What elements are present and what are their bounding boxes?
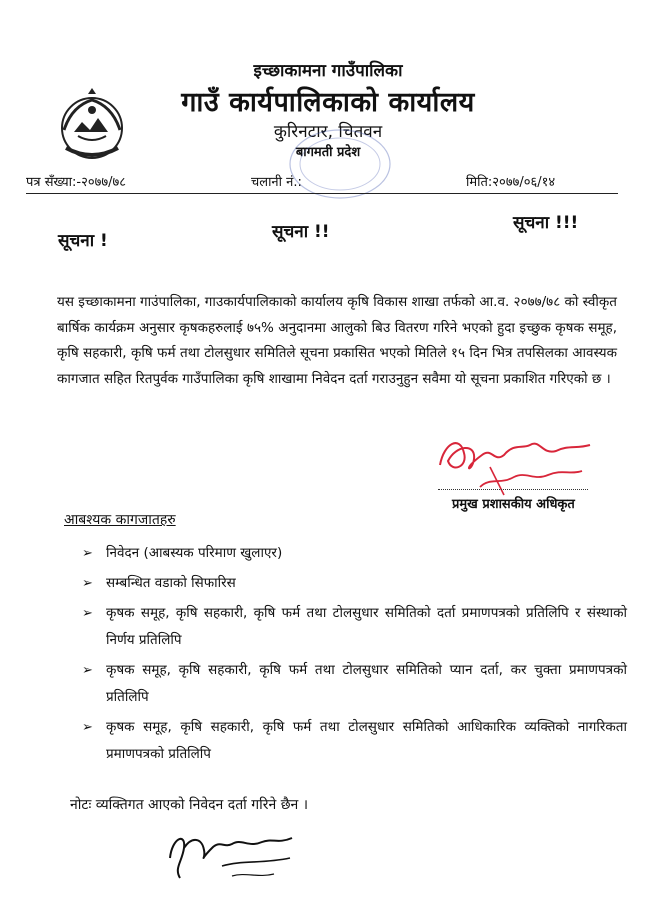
list-item: [82, 600, 627, 654]
office-address: कुरिनटार, चितवन: [273, 122, 383, 142]
officer-signature-icon: [430, 415, 610, 500]
signature-line: [438, 489, 588, 490]
notice-label-3: सूचना !!!: [513, 213, 579, 233]
list-item: [82, 714, 627, 768]
agriculture-officer-signature-icon: [162, 818, 312, 888]
notice-body: यस इच्छाकामना गाउंपालिका, गाउकार्यपालिकाको कार्यालय कृषि विकास शाखा तर्फको आ.व. २०७७/७८ को स्वीकृत बार्षिक कार्यक्रम अनुसार कृषकहरुलाई ७५% अनुदानमा आलुको बिउ वितरण गरिने भएको हुदा इच्छुक कृषक समूह, कृषि सहकारी, कृषि फर्म तथा टोलसुधार समितिले सूचना प्रकासित भएको मितिले १५ दिन भित्र तपसिलका आवस्यक कागजात सहित रितपुर्वक गाउँपालिका कृषि शाखामा निवेदन दर्ता गराउनुहुन सवैमा यो सूचना प्रकाशित गरिएको छ ।: [57, 294, 617, 387]
arrow-bullet-icon: ➢: [82, 576, 93, 591]
office-province: बागमती प्रदेश: [295, 145, 361, 160]
requirement-text: सम्बन्धित वडाको सिफारिस: [106, 575, 236, 591]
footer-note: नोटः व्यक्तिगत आएको निवेदन दर्ता गरिने छैन ।: [70, 797, 309, 813]
organization-name: इच्छाकामना गाउँपालिका: [253, 61, 403, 81]
requirement-text: कृषक समूह, कृषि सहकारी, कृषि फर्म तथा टोलसुधार समितिको दर्ता प्रमाणपत्रको प्रतिलिपि र संस्थाको निर्णय प्रतिलिपि: [106, 605, 627, 648]
notice-label-1: सूचना !: [58, 231, 108, 251]
requirement-text: निवेदन (आबस्यक परिमाण खुलाएर): [106, 545, 283, 561]
arrow-bullet-icon: ➢: [82, 606, 93, 621]
requirement-text: कृषक समूह, कृषि सहकारी, कृषि फर्म तथा टोलसुधार समितिको प्यान दर्ता, कर चुक्ता प्रमाणपत्रको प्रतिलिपि: [106, 662, 627, 705]
arrow-bullet-icon: ➢: [82, 663, 93, 678]
office-title: गाउँ कार्यपालिकाको कार्यालय: [181, 87, 475, 118]
header-divider: [26, 193, 618, 194]
notice-label-2: सूचना !!: [272, 222, 330, 242]
signatory-title: प्रमुख प्रशासकीय अधिकृत: [452, 497, 575, 512]
list-item: [82, 540, 627, 567]
arrow-bullet-icon: ➢: [82, 546, 93, 561]
requirements-list: [82, 540, 627, 768]
requirement-text: कृषक समूह, कृषि सहकारी, कृषि फर्म तथा टोलसुधार समितिको आधिकारिक व्यक्तिको नागरिकता प्रमाणपत्रको प्रतिलिपि: [106, 719, 627, 762]
letter-date: मिति:२०७७/०६/१४: [466, 175, 556, 190]
reference-row: [26, 172, 616, 194]
dispatch-number: चलानी नं.:: [251, 175, 302, 190]
requirements-heading: आबश्यक कागजातहरु: [64, 512, 176, 528]
letter-number: पत्र सँख्या:-२०७७/७८: [26, 175, 127, 190]
list-item: [82, 570, 627, 597]
list-item: [82, 657, 627, 711]
arrow-bullet-icon: ➢: [82, 720, 93, 735]
